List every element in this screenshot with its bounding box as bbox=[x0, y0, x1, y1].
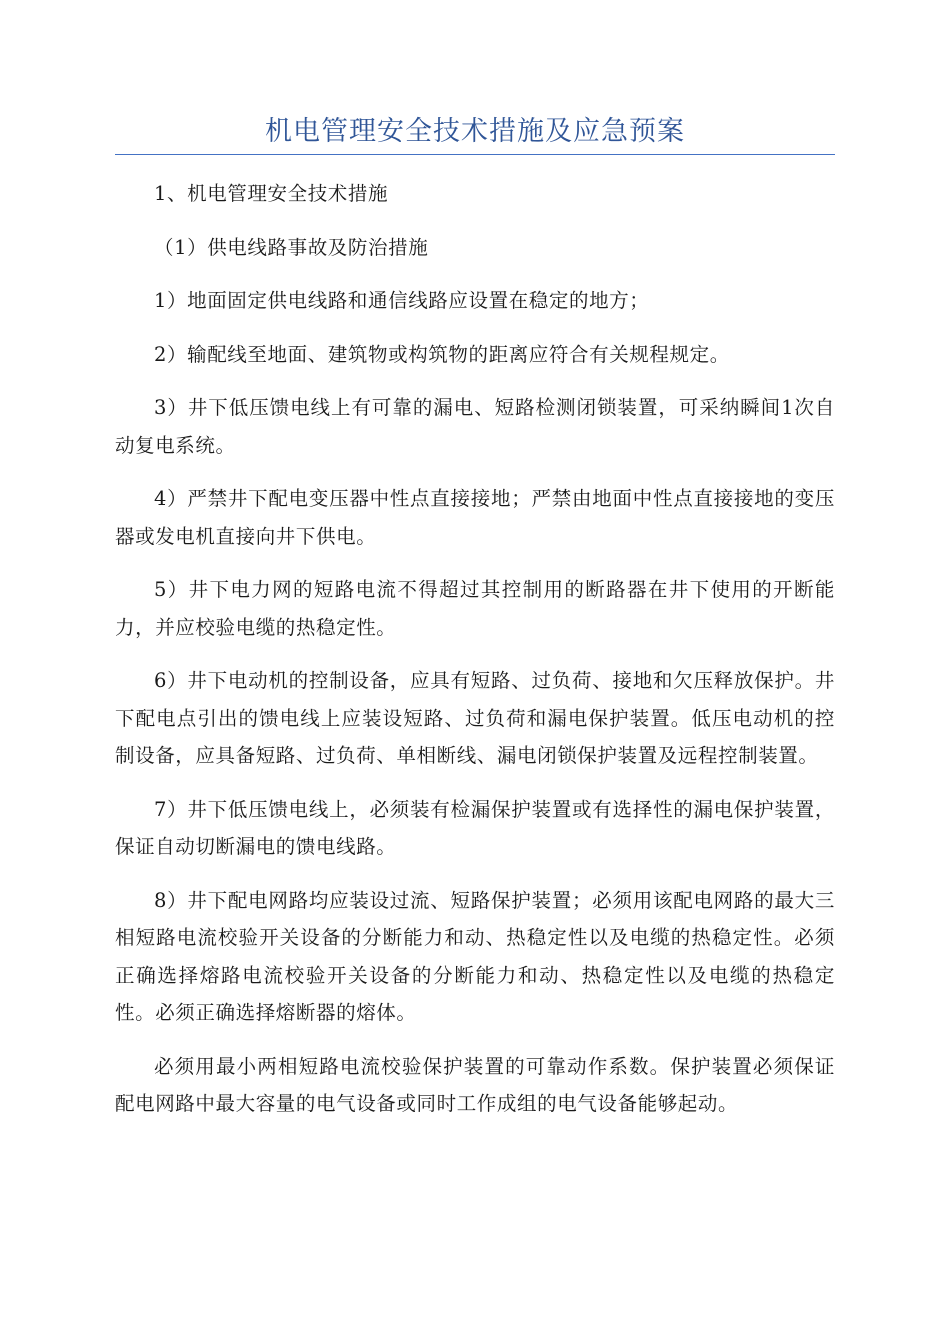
paragraph-item-4: 4）严禁井下配电变压器中性点直接接地；严禁由地面中性点直接接地的变压器或发电机直接向井下供电。 bbox=[115, 487, 835, 548]
paragraph-item-2: 2）输配线至地面、建筑物或构筑物的距离应符合有关规程规定。 bbox=[154, 342, 730, 366]
paragraph-closing: 必须用最小两相短路电流校验保护装置的可靠动作系数。保护装置必须保证配电网路中最大容量的电气设备或同时工作成组的电气设备能够起动。 bbox=[115, 1054, 835, 1115]
paragraph-item-6: 6）井下电动机的控制设备，应具有短路、过负荷、接地和欠压释放保护。井下配电点引出的馈电线上应装设短路、过负荷和漏电保护装置。低压电动机的控制设备，应具备短路、过负荷、单相断线、漏电闭锁保护装置及远程控制装置。 bbox=[115, 669, 835, 767]
title-underline bbox=[115, 154, 835, 155]
paragraph-item-7: 7）井下低压馈电线上，必须装有检漏保护装置或有选择性的漏电保护装置，保证自动切断漏电的馈电线路。 bbox=[115, 797, 835, 858]
section-heading: 1、机电管理安全技术措施 bbox=[154, 182, 389, 205]
paragraph-item-3: 3）井下低压馈电线上有可靠的漏电、短路检测闭锁装置，可采纳瞬间1次自动复电系统。 bbox=[115, 396, 835, 457]
paragraph-item-1: 1）地面固定供电线路和通信线路应设置在稳定的地方； bbox=[154, 289, 650, 312]
document-title: 机电管理安全技术措施及应急预案 bbox=[265, 116, 685, 147]
paragraph-item-8: 8）井下配电网路均应装设过流、短路保护装置；必须用该配电网路的最大三相短路电流校验开关设备的分断能力和动、热稳定性以及电缆的热稳定性。必须正确选择熔路电流校验开关设备的分断能力和动、热稳定性以及电缆的热稳定性。必须正确选择熔断器的熔体。 bbox=[115, 888, 835, 1024]
paragraph-item-5: 5）井下电力网的短路电流不得超过其控制用的断路器在井下使用的开断能力，并应校验电缆的热稳定性。 bbox=[115, 578, 835, 639]
document-body bbox=[115, 175, 835, 1139]
subsection-heading: （1）供电线路事故及防治措施 bbox=[154, 235, 429, 259]
